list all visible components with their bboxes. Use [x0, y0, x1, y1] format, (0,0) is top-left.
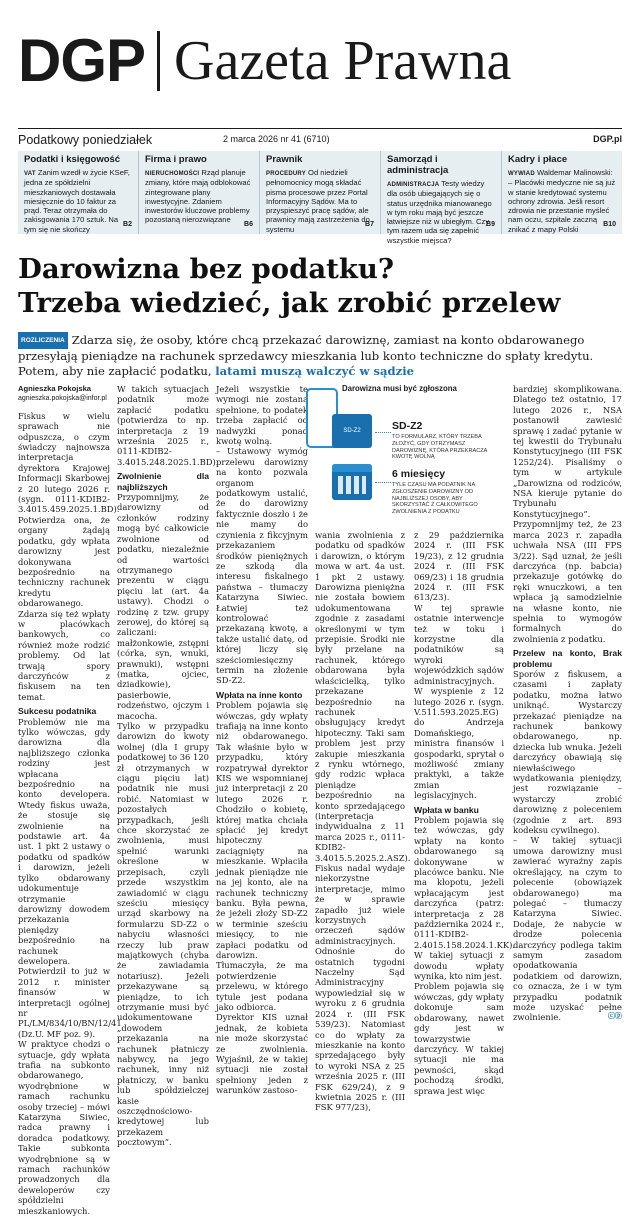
sd-title: SD-Z2	[392, 420, 423, 432]
category-tag: ROZLICZENIA	[18, 332, 68, 349]
article-column-3	[216, 384, 308, 1096]
toc-title: Kadry i płace	[508, 154, 568, 165]
paragraph: Problemów nie ma tylko wówczas, gdy darowizna dla najbliższego członka rodziny jest wpłacana bezpośrednio na konto developera. Wtedy fiskus uważa, że stosuje się zwolnienie na podstawie art. 4a ust. 1 pkt 2 ustawy o podatku od spadków i darowizn, jeżeli tylko obdarowany udokumentuje otrzymanie darowizny dowodem przekazania pieniędzy bezpośrednio na rachunek dewelopera. Potwierdził to już w 2012 r. minister finansów w interpretacji ogólnej nr PL/LM/834/10/BN/12/41 (Dz.U. MF poz. 9).	[18, 716, 122, 1039]
article-column-2	[117, 384, 219, 1148]
toc-item-podatki[interactable]	[18, 151, 138, 234]
masthead-divider	[157, 31, 160, 91]
paragraph: Przypomnijmy też, że 23 marca 2023 r. zapadła uchwała NSA (III FPS 3/22). Sąd uznał, że jeśli darczyńca (np. babcia) przekazuje gotówkę do ręki wnuczkowi, a ten wpłaca ją samodzielnie na własne konto, nie spełnia to wymogów formalnych do zwolnienia z podatku.	[513, 519, 622, 644]
section-name: Podatkowy poniedziałek	[18, 133, 153, 147]
end-mark: ⓒⓟ	[608, 1013, 622, 1021]
article-headline	[18, 252, 622, 320]
months-title: 6 miesięcy	[392, 468, 446, 480]
article-lead	[18, 332, 622, 380]
article-column-5	[414, 530, 516, 1096]
toc-title: Samorząd i administracja	[387, 154, 449, 176]
lead-text: Zdarza się, że osoby, które chcą przekazać darowiznę, zamiast na konto obdarowanego przesyłają pieniądze na rachunek sprzedawcy mieszkania lub konto techniczne do spłaty kredytu. Potem, aby nie zapłacić podatku,	[18, 333, 594, 379]
subheading: Wpłata na inne konto	[216, 689, 303, 700]
toc-text: VAT Zanim wzedł w życie KSeF, jedna ze spółdzielni mieszkaniowych dostawała miesięcznie do 10 faktur za prąd. Teraz otrzymała do zakisgowania 170 sztuk. Na tym się nie skończy	[24, 168, 130, 234]
toc-title: Prawnik	[266, 154, 303, 165]
dgp-logo[interactable]: DGP	[18, 27, 146, 94]
toc-page: B10	[603, 221, 616, 228]
form-icon: SD-Z2	[332, 414, 372, 448]
toc-item-prawnik[interactable]	[259, 151, 380, 234]
infobox	[306, 376, 494, 528]
toc-item-samorzad[interactable]	[380, 151, 501, 245]
paragraph: Problem pojawia się wówczas, gdy wpłaty dokonuje sam obdarowany, nawet gdy jest w towarzystwie darczyńcy. W takiej sytuacji nie ma pewności, skąd pochodzą środki, sprawa jest więc	[414, 981, 504, 1096]
toc-text: ADMINISTRACJA Testy wiedzy dla osób ubiegających się o status urzędnika mianowanego w tym roku mają być jeszcze łatwiejsze niż w ubiegłym. Czy tym razem uda się zapełnić wszystkie miejsca?	[387, 179, 492, 245]
toc-page: B2	[123, 221, 132, 228]
toc-text: WYWIAD Waldemar Malinowski: – Placówki medyczne nie są już w stanie kredytować systemu ochrony zdrowia. Jeśli resort zdrowia nie przestanie myśleć nam oczu, szpitale zaczną znikać z mapy Polski	[508, 168, 616, 234]
paragraph: Fiskus nadal wydaje niekorzystne interpretacje, mimo że w sprawie zapadło już wiele korzystnych orzeczeń sądów administracyjnych. Odnośnie do ostatnich tygodni Naczelny Sąd Administracyjny wypowiedział się w wyroku z 6 grudnia 2024 r. (III FSK 539/23). Natomiast co do wpłaty za mieszkanie na konto sprzedającego były to wyroki NSA z 25 września 2025 r. (III FSK 629/24), z 9 kwietnia 2025 r. (III FSK 977/23),	[315, 863, 405, 1113]
paragraph: Fiskus w wielu sprawach nie odpuszcza, o czym świadczy najnowsza interpretacja dyrektora Krajowej Informacji Skarbowej z 20 lutego 2026 r. (sygn. 0111-KDIB2-3.4015.459.2025.1.BD). Potwierdza ona, że organy żądają podatku, gdy wpłata darowizny jest dokonywana bezpośrednio na techniczny rachunek kredytu obdarowanego. Zdarza się też wpłaty w placówkach bankowych, co również może rodzić problemy. Od lat trwają spory darczyńców z fiskusem na ten temat.	[18, 410, 120, 702]
subheading: Wpłata w banku	[414, 804, 479, 815]
toc-item-firma[interactable]	[138, 151, 259, 234]
paragraph: Dyrektor KIS uznał jednak, że kobieta nie może skorzystać ze zwolnienia. Wyjaśnił, że w takiej sytuacji nie został spełniony jeden z warunków zastoso-	[216, 1012, 308, 1096]
author-name: Agnieszka Pokojska	[18, 384, 92, 393]
paragraph: W tej sprawie ostatnie interwencje też w toku i korzystne dla podatników są wyroki wojewódzkich sądów administracyjnych. W wyspienie z 12 lutego 2026 r. (sygn. V.511.593.2025.EG) do Andrzeja Domańskiego, ministra finansów i gospodarki, sprytał o możliwość zmiany praktyki, a także zmian legislacyjnych.	[414, 602, 504, 801]
paragraph: Sporów z fiskusem, a czasami i zapłaty podatku, można łatwo uniknąć. Wystarczy przekazać pieniądze na rachunek bankowy obdarowanego, np. dziecka lub wnuka. Jeżeli darczyńcy obawiają się niewłaściwego wydatkowania pieniędzy, jest rozwiązanie – wystarczy zrobić darowiznę z poleceniem (zgodnie z art. 893 kodeksu cywilnego).	[513, 668, 622, 836]
toc-title: Podatki i księgowość	[24, 154, 121, 165]
section-row	[18, 133, 622, 147]
toc-page: B9	[486, 221, 495, 228]
paragraph: Problem pojawia się też wówczas, gdy wpłaty na konto obdarowanego są dokonywane w placówce banku. Nie ma kłopotu, jeżeli wpłacającym jest darczyńca (patrz: interpretacja z 28 października 2024 r., 0111-KDIB2-2.4015.158.2024.1.KK). W takiej sytuacji z dowodu wpłaty wynika, kto nim jest.	[414, 814, 516, 982]
masthead	[18, 20, 622, 102]
connector-line	[375, 482, 391, 483]
paragraph: Tylko w przypadku darowizn do kwoty wolnej (dla I grupy podatkowej to 36 120 zł otrzymanych w ciągu pięciu lat) podatnik nie musi robić. Natomiast w pozostałych przypadkach, jeśli chce skorzystać ze zwolnienia, musi spełnić warunki określone w przepisach, czyli przede wszystkim zawiadomić w ciągu sześciu miesięcy urząd skarbowy na formularzu SD-Z2 o nabyciu własności rzeczy lub praw majątkowych (chyba że zawiadamia notariusz). Jeżeli przekazywane są pieniądze, to ich otrzymanie musi być udokumentowane „dowodem przekazania na rachunek płatniczy nabywcy, na jego rachunek, inny niż płatniczy, w banku lub spółdzielczej kasie oszczędnościowo-kredytowej lub przekazem pocztowym”.	[117, 721, 209, 1148]
author-email[interactable]: agnieszka.pokojska@infor.pl	[18, 395, 107, 403]
subheading: Przelew na konto, Brak problemu	[513, 648, 622, 669]
toc-text: PROCEDURY Od niedzieli pełnomocnicy mogą składać pisma procesowe przez Portal Informacyjny Sądów. Ma to przyspieszyć pracę sądów, ale prawnicy mają zastrzeżenia do systemu	[266, 168, 370, 234]
gazeta-prawna-logo: Gazeta Prawna	[174, 30, 512, 92]
infobox-title: Darowizna musi być zgłoszona	[342, 384, 457, 393]
connector-line	[375, 432, 391, 433]
paragraph: Przypomnijmy, że darowizny od członków rodziny mogą być całkowicie zwolnione od podatku, niezależnie od wartości otrzymanego prezentu w ciągu pięciu lat (art. 4a ustawy). Chodzi o rodzinę z tzw. grupy zerowej, do której są zaliczani: małżonkowie, zstępni (córka, syn, wnuki, prawnuki), wstępni (matka, ojciec, dziadkowie), pasierbowie, rodzeństwo, ojczym i macocha.	[117, 492, 209, 721]
table-of-contents	[18, 151, 622, 245]
toc-item-kadry[interactable]	[501, 151, 622, 234]
calendar-icon	[332, 464, 372, 500]
article-column-4	[315, 530, 411, 1113]
toc-title: Firma i prawo	[145, 154, 207, 165]
paragraph: Jeżeli wszystkie te wymogi nie zostaną spełnione, to podatek trzeba zapłacić od nadwyżki ponad kwotę wolną.	[216, 384, 308, 447]
top-rule	[18, 128, 622, 129]
subheading: Zwolnienie dla najbliższych	[117, 471, 209, 492]
paragraph: W praktyce chodzi o sytuacje, gdy wpłata trafia na subkonto obdarowanego, wyodrębnione w ramach rachunku osoby trzeciej – mówi Katarzyna Siwiec, radca prawny i doradca podatkowy. Takie subkonta wyodrębnione są w ramach rachunków prowadzonych dla deweloperów czy spółdzielni mieszkaniowych.	[18, 1039, 110, 1216]
sd-desc: TO FORMULARZ, KTÓRY TRZEBA ZŁOŻYĆ, GDY OTRZYMASZ DAROWIZNĘ, KTÓRA PRZEKRACZA KWOTĘ WOLNĄ	[392, 434, 488, 461]
paragraph: z 29 października 2024 r. (III FSK 19/23), z 12 grudnia 2024 r. (III FSK 069/23) i 18 grudnia 2024 r. (III FSK 613/23).	[414, 530, 504, 603]
paragraph: W takich sytuacjach podatnik może zapłacić podatku (potwierdza to np. interpretacja z 19 września 2025 r., 0111-KDIB2-3.4015.248.2025.1.BD).	[117, 384, 219, 467]
toc-page: B6	[244, 221, 253, 228]
article-column-1	[18, 384, 122, 1216]
issue-date: 2 marca 2026 nr 41 (6710)	[223, 134, 330, 144]
paragraph: – Ustawowy wymóg przelewu darowizny na konto pozwala organom podatkowym ustalić, że do darowizny faktycznie doszło i że nie mamy do czynienia z fikcyjnym przekazaniem środków pieniężnych ze szkodą dla interesu fiskalnego państwa – tłumaczy Katarzyna Siwiec. Łatwiej też kontrolować przekazaną kwotę, a także ustalić datę, od której liczy się sześciomiesięczny termin na złożenie SD-Z2.	[216, 446, 308, 686]
headline-line: Trzeba wiedzieć, jak zrobić przelew	[18, 287, 561, 319]
paragraph: – W takiej sytuacji umowa darowizny musi zawierać wyraźny zapis określający, na czym to polecenie (obowiązek obdarowanego) ma polegać – tłumaczy Katarzyna Siwiec. Dodaje, że nabycie w drodze polecenia darczyńcy podlega takim samym zasadom opodatkowania podatkiem od darowizn, co oznacza, że i w tym przypadku podatnik może uzyskać pełne zwolnienie. ⓒⓟ	[513, 835, 622, 1023]
paragraph: wania zwolnienia z podatku od spadków i darowizn, o którym mowa w art. 4a ust. 1 pkt 2 ustawy. Darowizna pieniężna nie została bowiem udokumentowana zgodnie z zasadami określonymi w tym przepisie. Środki nie były przelane na rachunek, którego obdarowana była właścicielką, tylko przekazane bezpośrednio na rachunek obsługujący kredyt hipoteczny. Taki sam problem jest przy zakupie mieszkania z rynku wtórnego, gdy rodzic wpłaca pieniądze bezpośrednio na konto sprzedającego (interpretacja indywidualna z 11 marca 2025 r., 0111-KDIB2-3.4015.5.2025.2.ASZ).	[315, 530, 411, 863]
months-desc: TYLE CZASU MA PODATNIK NA ZGŁOSZENIE DAROWIZNY OD NAJBLIŻSZEJ OSOBY, ABY SKORZYSTAĆ Z CAŁKOWITEGO ZWOLNIENIA Z PODATKU	[392, 482, 478, 516]
headline-line: Darowizna bez podatku?	[18, 253, 395, 285]
site-link[interactable]: DGP.pl	[593, 134, 622, 144]
subheading: Sukcesu podatnika	[18, 706, 97, 717]
paragraph: bardziej skomplikowana. Dlatego też ostatnio, 17 lutego 2026 r., NSA postanowił zawiesić sprawę i zadać pytanie w tej kwestii do Trybunału Konstytucyjnego (III FSK 1252/24). Pisaliśmy o tym w artykule „Darowizna od rodziców, NSA kieruje pytanie do Trybunału Konstytucyjnego”.	[513, 384, 622, 519]
toc-page: B7	[365, 221, 374, 228]
paragraph: Problem pojawia się wówczas, gdy wpłaty trafiają na inne konto niż obdarowanego. Tak właśnie było w przypadku, który rozpatrywał dyrektor KIS we wspomnianej już interpretacji z 20 lutego 2026 r. Chodziło o kobietę, której matka chciała spłacić jej kredyt hipoteczny zaciągnięty na mieszkanie. Wpłaciła jednak pieniądze nie na jej konto, ale na rachunek techniczny banku. Była pewna, że jeżeli złoży SD-Z2 w terminie sześciu miesięcy, to nie zapłaci podatku od darowizn. Tłumaczyła, że ma potwierdzenie przelewu, w którego tytule jest podana jako odbiorca.	[216, 700, 308, 1012]
lead-highlight: latami muszą walczyć w sądzie	[215, 364, 414, 379]
article-column-6	[513, 384, 622, 1023]
toc-text: NIERUCHOMOŚCI Rząd planuje zmiany, które mają odblokować zintegrowane plany inwestycyjne. Zdaniem inwestorów kluczowe problemy pozostaną nierozwiązane	[145, 168, 251, 225]
